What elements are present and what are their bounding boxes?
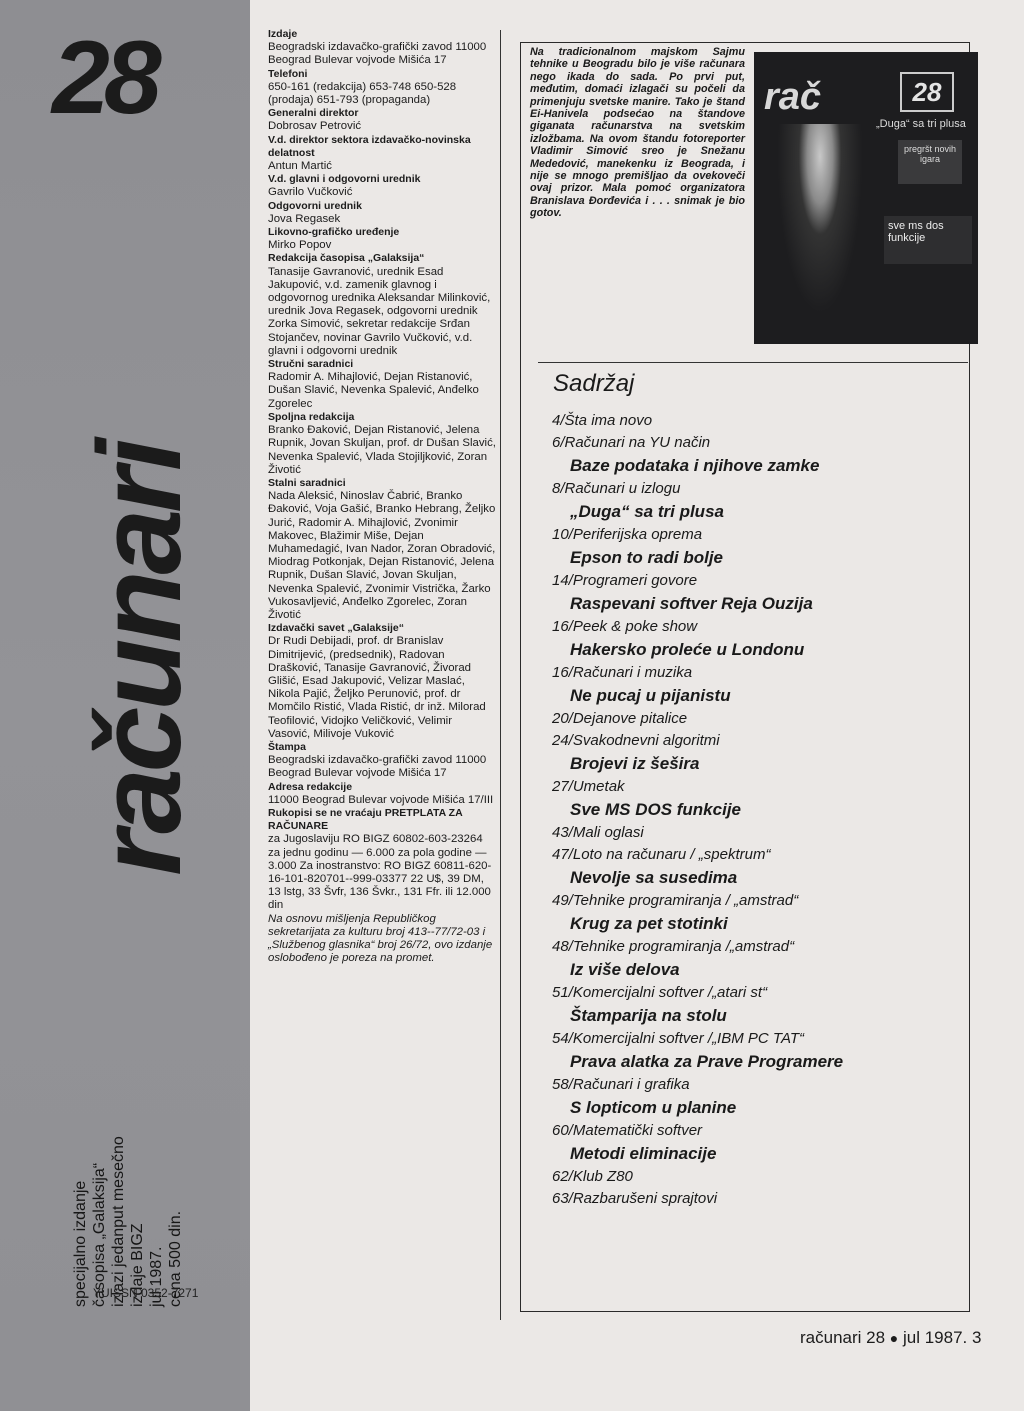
spine-panel (0, 0, 250, 1411)
cover-photo (754, 52, 978, 344)
toc-page-section: 27/Umetak (552, 778, 625, 795)
masthead-text: 650-161 (redakcija) 653-748 650-528 (prodaja) 651-793 (propaganda) (268, 80, 457, 107)
toc-title: Sadržaj (553, 370, 635, 397)
toc-page-section: 16/Računari i muzika (552, 664, 693, 681)
toc-item (552, 570, 962, 616)
toc-article-title: „Duga“ sa tri plusa (570, 502, 724, 521)
masthead-heading: Izdaje (268, 28, 298, 40)
toc-page-section: 62/Klub Z80 (552, 1168, 633, 1185)
toc-article-title: Hakersko proleće u Londonu (570, 640, 805, 659)
toc-article-title: Epson to radi bolje (570, 548, 724, 567)
issue-number: 28 (52, 20, 156, 136)
toc-item (552, 730, 962, 776)
masthead-heading: Spoljna redakcija (268, 410, 355, 423)
masthead-heading: Odgovorni urednik (268, 199, 362, 212)
toc-item (552, 662, 962, 708)
masthead-heading: Štampa (268, 740, 306, 753)
toc-article-title: Nevolje sa susedima (570, 868, 738, 887)
bullet-icon: ● (889, 1330, 899, 1346)
spine-info-line: specijalno izdanje (72, 1180, 89, 1307)
divider-line (538, 362, 968, 363)
toc-item (552, 1074, 962, 1120)
magazine-logo: računari (74, 442, 206, 876)
toc-page-section: 4/Šta ima novo (552, 412, 653, 429)
spine-info-line: izlazi jedanput mesečno (110, 1136, 127, 1307)
toc-page-section: 48/Tehnike programiranja /„amstrad“ (552, 938, 795, 955)
toc-page-section: 58/Računari i grafika (552, 1076, 690, 1093)
masthead-text: Beogradski izdavačko-grafički zavod 11000 Beograd Bulevar vojvode Mišića 17 (268, 41, 487, 67)
masthead-heading: V.d. glavni i odgovorni urednik (268, 173, 421, 186)
masthead-heading: Telefoni (268, 67, 308, 80)
toc-page-section: 24/Svakodnevni algoritmi (552, 732, 720, 749)
toc-page-section: 6/Računari na YU način (552, 434, 711, 451)
toc-article-title: Krug za pet stotinki (570, 914, 728, 933)
toc-item (552, 1120, 962, 1166)
table-of-contents (552, 410, 962, 1210)
masthead-heading: V.d. direktor sektora izdavačko-novinska delatnost (268, 133, 471, 159)
toc-item (552, 410, 962, 432)
cover-screen-text: pregršt novih igara (898, 140, 962, 184)
toc-item (552, 890, 962, 936)
issn: YUISSN 0352-7271 (93, 1286, 199, 1300)
toc-item (552, 616, 962, 662)
toc-item (552, 844, 962, 890)
toc-page-section: 51/Komercijalni softver /„atari st“ (552, 984, 768, 1001)
toc-article-title: Prava alatka za Prave Programere (570, 1052, 844, 1071)
masthead-text: Beogradski izdavačko-grafički zavod 11000 Beograd Bulevar vojvode Mišića 17 (268, 754, 487, 780)
masthead-text: Jova Regasek (268, 212, 341, 225)
toc-article-title: Baze podataka i njihove zamke (570, 456, 820, 475)
toc-item (552, 478, 962, 524)
masthead-text: Dr Rudi Debijadi, prof. dr Branislav Dimitrijević, (predsednik), Radovan Drašković, Tanasije Gavranović, Živorad Glišić, Esad Jakupović, Velizar Maslać, Nikola Pajić, Željko Perunović, prof. dr Momčilo Ristić, Vlada Ristić, dr inž. Milorad Teofilović, Vidojko Veličković, Velimir Vasović, Milivoje Vuković (268, 635, 486, 740)
toc-page-section: 49/Tehnike programiranja / „amstrad“ (552, 892, 799, 909)
toc-page-section: 20/Dejanove pitalice (552, 710, 688, 727)
masthead-text: Branko Đaković, Dejan Ristanović, Jelena Rupnik, Jovan Skuljan, prof. dr Dušan Slavić, Nevenka Spalević, Vlada Stojiljković, Zoran Životić (268, 424, 496, 476)
toc-item (552, 1166, 962, 1188)
toc-item (552, 432, 962, 478)
cover-issue-number: 28 (900, 72, 954, 112)
toc-item (552, 982, 962, 1028)
toc-article-title: Raspevani softver Reja Ouzija (570, 594, 813, 613)
masthead-heading: Likovno-grafičko uređenje (268, 226, 400, 239)
toc-page-section: 8/Računari u izlogu (552, 480, 681, 497)
footer-date: jul 1987. (903, 1328, 968, 1347)
masthead-heading: Generalni direktor (268, 107, 359, 120)
spine-info-line: izdaje BIGZ (129, 1223, 146, 1307)
masthead-text: Radomir A. Mihajlović, Dejan Ristanović, Dušan Slavić, Nevenka Spalević, Anđelko Zgorelec (268, 371, 479, 410)
toc-article-title: Ne pucaj u pijanistu (570, 686, 731, 705)
masthead-heading: Izdavački savet „Galaksije“ (268, 622, 405, 635)
toc-page-section: 60/Matematički softver (552, 1122, 703, 1139)
masthead-text: Antun Martić (268, 160, 332, 173)
masthead-heading: Adresa redakcije (268, 780, 353, 793)
toc-article-title: Štamparija na stolu (570, 1006, 727, 1025)
column-divider (500, 30, 501, 1320)
cover-tag: „Duga“ sa tri plusa (876, 118, 966, 130)
toc-page-section: 54/Komercijalni softver /„IBM PC TAT“ (552, 1030, 804, 1047)
toc-page-section: 16/Peek & poke show (552, 618, 698, 635)
footer-page-number: 3 (972, 1328, 982, 1347)
masthead-heading: Rukopisi se ne vraćaju PRETPLATA ZA RAČUNARE (268, 806, 463, 833)
masthead-heading: Redakcija časopisa „Galaksija“ (268, 252, 425, 265)
toc-item (552, 776, 962, 822)
footer-magazine: računari 28 (800, 1328, 886, 1347)
masthead-note: Na osnovu mišljenja Republičkog sekretarijata za kulturu broj 413--77/72-03 i „Službenog glasnika“ broj 26/72, ovo izdanje oslobođeno je poreza na promet. (268, 912, 493, 965)
spine-info-line: jul 1987. (148, 1246, 165, 1307)
toc-item (552, 1028, 962, 1074)
masthead-heading: Stručni saradnici (268, 358, 354, 371)
cover-caption: Na tradicionalnom majskom Sajmu tehnike u Beogradu bilo je više računara nego ikada do sada. Po prvi put, međutim, domaći izlagači su počeli da primenjuju svetske manire. Tako je štand Ei-Hanivela podsećao na štandove giganata računarstva na svetskim izložbama. Na ovom štandu fotoreporter Vladimir Simović sreo je Snežanu Mededović, manekenku iz Beograda, i nije se mnogo premišljao da ovekoveči ovaj prizor. Mala pomoć organizatora Branislava Đorđevića i . . . snimak je bio gotov. (530, 46, 745, 220)
masthead-heading: Stalni saradnici (268, 476, 346, 489)
toc-page-section: 14/Programeri govore (552, 572, 698, 589)
cover-screen-text: sve ms dos funkcije (884, 216, 972, 264)
cover-logo: rač (764, 76, 822, 118)
masthead-text: Dobrosav Petrović (268, 120, 362, 133)
spine-info (71, 1087, 185, 1307)
toc-item (552, 822, 962, 844)
masthead-text: Gavrilo Vučković (268, 186, 353, 199)
toc-page-section: 10/Periferijska oprema (552, 526, 703, 543)
toc-page-section: 47/Loto na računaru / „spektrum“ (552, 846, 771, 863)
toc-article-title: Iz više delova (570, 960, 680, 979)
masthead-text: za Jugoslaviju RO BIGZ 60802-603-23264 za jednu godinu — 6.000 za pola godine — 3.000 Za inostranstvo: RO BIGZ 60811-620-16-101-820701--999-03377 22 U$, 39 DM, 13 lstg, 33 Švfr, 136 Švkr., 131 Ffr. ili 12.000 din (268, 833, 492, 912)
toc-article-title: Metodi eliminacije (570, 1144, 717, 1163)
toc-page-section: 43/Mali oglasi (552, 824, 644, 841)
toc-article-title: S lopticom u planine (570, 1098, 737, 1117)
toc-article-title: Brojevi iz šešira (570, 754, 700, 773)
spine-info-line: cena 500 din. (167, 1210, 184, 1307)
page-footer (800, 1328, 981, 1348)
masthead-text: Tanasije Gavranović, urednik Esad Jakupović, v.d. zamenik glavnog i odgovornog urednika Aleksandar Milinković, urednik Jova Regasek, odgovorni urednik Zorka Simović, sekretar redakcije Srđan Stojančev, novinar Gavrilo Vučković, v.d. glavni i odgovorni urednik (268, 265, 491, 357)
toc-item (552, 1188, 962, 1210)
toc-item (552, 524, 962, 570)
toc-item (552, 708, 962, 730)
masthead-text: Nada Aleksić, Ninoslav Čabrić, Branko Đaković, Voja Gašić, Branko Hebrang, Željko Jurić, Radomir A. Mihajlović, Zvonimir Makovec, Blažimir Miše, Dejan Muhamedagić, Ivan Nador, Zoran Obradović, Miodrag Potkonjak, Dejan Ristanović, Jelena Rupnik, Dušan Slavić, Jovan Skuljan, Nevenka Spalević, Zvonimir Vistrička, Žarko Vukosavljević, Anđelko Zgorelec, Zoran Životić (268, 490, 496, 621)
masthead (268, 28, 496, 965)
model-figure (770, 124, 870, 340)
toc-page-section: 63/Razbarušeni sprajtovi (552, 1190, 718, 1207)
spine-info-line: časopisa „Galaksija“ (91, 1162, 108, 1307)
masthead-text: Mirko Popov (268, 239, 332, 252)
toc-item (552, 936, 962, 982)
masthead-text: 11000 Beograd Bulevar vojvode Mišića 17/III (268, 793, 494, 806)
toc-article-title: Sve MS DOS funkcije (570, 800, 741, 819)
